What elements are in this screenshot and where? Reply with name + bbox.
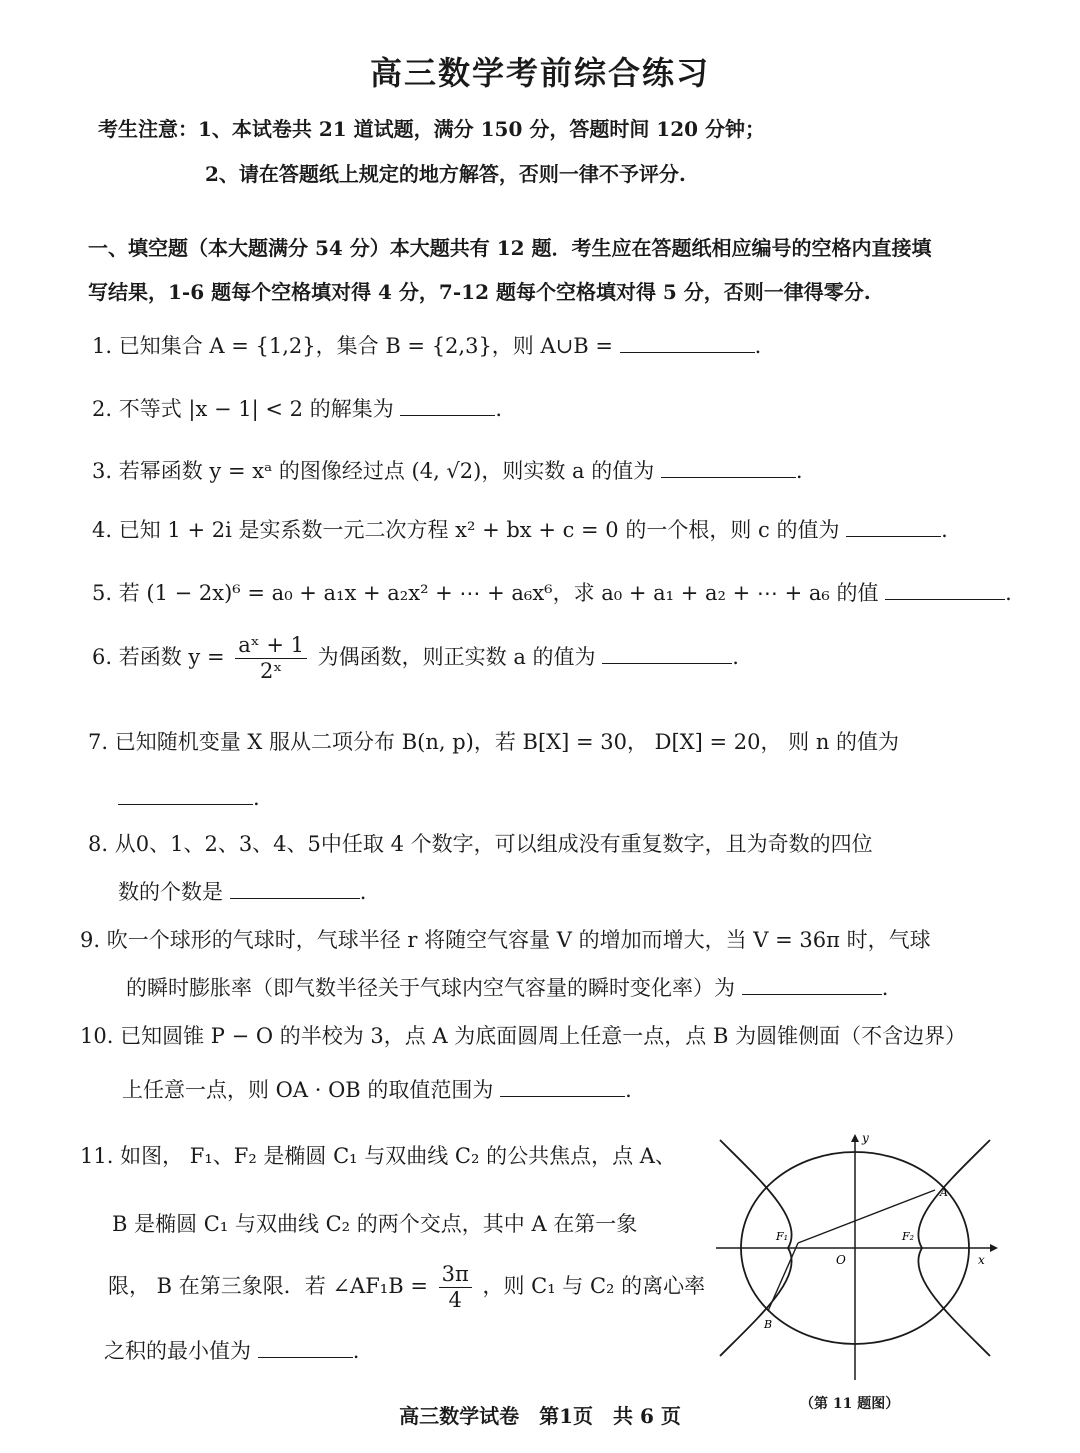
answer-blank[interactable] (258, 1339, 353, 1358)
question-text: 已知圆锥 P − O 的半校为 3，点 A 为底面圆周上任意一点，点 B 为圆锥侧面（不含边界） (120, 1024, 967, 1048)
question-7-answer-line: . (118, 786, 260, 810)
question-number: 2. (92, 397, 113, 421)
question-number: 10. (80, 1024, 114, 1048)
question-text: B 是椭圆 C₁ 与双曲线 C₂ 的两个交点，其中 A 在第一象 (112, 1212, 638, 1236)
label-y: y (862, 1131, 869, 1145)
label-x: x (978, 1253, 985, 1267)
question-text: 的瞬时膨胀率（即气数半径关于气球内空气容量的瞬时变化率）为 (126, 976, 735, 1000)
question-text: 已知集合 A = {1,2}，集合 B = {2,3}，则 A∪B = (118, 334, 613, 358)
question-text: 已知随机变量 X 服从二项分布 B(n, p)，若 B[X] = 30， D[X] = 20， 则 n 的值为 (114, 730, 900, 754)
question-9 (80, 924, 931, 954)
question-text-pre: 若函数 y = (118, 645, 225, 670)
answer-blank[interactable] (742, 976, 882, 995)
fraction-denominator: 4 (448, 1288, 462, 1313)
segment-f1-b (768, 1243, 798, 1311)
answer-blank[interactable] (118, 786, 253, 805)
question-7 (88, 726, 899, 756)
question-text: 如图， F₁、F₂ 是椭圆 C₁ 与双曲线 C₂ 的公共焦点，点 A、 (120, 1144, 676, 1168)
question-text: 吹一个球形的气球时，气球半径 r 将随空气容量 V 的增加而增大，当 V = 36π 时，气球 (106, 928, 931, 952)
notice-line-1: 考生注意：1、本试卷共 21 道试题，满分 150 分，答题时间 120 分钟； (98, 117, 766, 141)
question-text: 上任意一点，则 OA · OB 的取值范围为 (122, 1078, 494, 1102)
label-f1: F₁ (776, 1230, 789, 1243)
question-text-post: 为偶函数，则正实数 a 的值为 (317, 645, 596, 670)
question-6: 6. 若函数 y = $\frac{\text{aˣ + 1}}{\text{2ˣ}}$ 为偶函数，则正实数 a 的值为 . (92, 633, 739, 684)
question-number: 7. (88, 730, 109, 754)
question-11-line-4: 之积的最小值为 . (104, 1339, 360, 1363)
fraction-denominator: 2ˣ (259, 659, 283, 684)
question-text: 若 (1 − 2x)⁶ = a₀ + a₁x + a₂x² + ⋯ + a₆x⁶，求 a₀ + a₁ + a₂ + ⋯ + a₆ 的值 (118, 581, 879, 605)
ellipse-hyperbola-figure (710, 1130, 1000, 1390)
answer-blank[interactable] (602, 645, 732, 664)
page-title: 高三数学考前综合练习 (369, 54, 710, 92)
question-9-line-2: 的瞬时膨胀率（即气数半径关于气球内空气容量的瞬时变化率）为 . (126, 976, 889, 1000)
question-8 (88, 828, 873, 858)
answer-blank[interactable] (500, 1078, 625, 1097)
question-11 (80, 1140, 676, 1170)
question-5: 5. 若 (1 − 2x)⁶ = a₀ + a₁x + a₂x² + ⋯ + a₆x⁶，求 a₀ + a₁ + a₂ + ⋯ + a₆ 的值 . (92, 581, 1012, 605)
answer-blank[interactable] (230, 880, 360, 899)
page-footer: 高三数学试卷 第1页 共 6 页 (399, 1404, 681, 1428)
figure-caption: （第 11 题图） (800, 1396, 900, 1412)
question-number: 5. (92, 581, 113, 605)
fraction-numerator: aˣ + 1 (235, 633, 307, 659)
question-number: 8. (88, 832, 109, 856)
question-text: 之积的最小值为 (104, 1339, 251, 1363)
question-text: 若幂函数 y = xᵃ 的图像经过点 (4, √2)，则实数 a 的值为 (118, 459, 655, 483)
question-text-pre: 限， B 在第三象限．若 ∠AF₁B = (108, 1274, 428, 1299)
notice-line-2: 2、请在答题纸上规定的地方解答，否则一律不予评分. (205, 162, 686, 186)
answer-blank[interactable] (661, 459, 796, 478)
answer-blank[interactable] (400, 397, 495, 416)
question-text: 不等式 |x − 1| < 2 的解集为 (118, 397, 394, 421)
question-11-line-3 (108, 1262, 705, 1313)
question-number: 3. (92, 459, 113, 483)
question-number: 9. (80, 928, 101, 952)
question-8-line-2: 数的个数是 . (118, 880, 367, 904)
question-text: 已知 1 + 2i 是实系数一元二次方程 x² + bx + c = 0 的一个根，则 c 的值为 (118, 518, 840, 542)
fraction-numerator: 3π (439, 1262, 472, 1288)
section-instructions-1: 一、填空题（本大题满分 54 分）本大题共有 12 题．考生应在答题纸相应编号的空格内直接填 (88, 236, 932, 260)
question-11-line-2 (112, 1208, 637, 1238)
answer-blank[interactable] (846, 518, 941, 537)
fraction (235, 633, 307, 684)
segment-f1-a (798, 1190, 935, 1243)
question-number: 11. (80, 1144, 114, 1168)
section-instructions-2: 写结果，1-6 题每个空格填对得 4 分，7-12 题每个空格填对得 5 分，否则一律得零分. (88, 280, 871, 304)
question-1: 1. 已知集合 A = {1,2}，集合 B = {2,3}，则 A∪B = . (92, 334, 762, 358)
question-text: 数的个数是 (118, 880, 223, 904)
label-a: A (940, 1186, 948, 1199)
question-3: 3. 若幂函数 y = xᵃ 的图像经过点 (4, √2)，则实数 a 的值为 . (92, 459, 803, 483)
question-10 (80, 1020, 966, 1050)
answer-blank[interactable] (885, 581, 1005, 600)
answer-blank[interactable] (620, 334, 755, 353)
question-10-line-2: 上任意一点，则 OA · OB 的取值范围为 . (122, 1078, 632, 1102)
fraction (439, 1262, 472, 1313)
question-text-post: ，则 C₁ 与 C₂ 的离心率 (482, 1274, 706, 1299)
question-4: 4. 已知 1 + 2i 是实系数一元二次方程 x² + bx + c = 0 的一个根，则 c 的值为 . (92, 518, 948, 542)
y-axis-arrow (851, 1134, 859, 1142)
label-b: B (764, 1318, 773, 1331)
question-text: 从0、1、2、3、4、5中任取 4 个数字，可以组成没有重复数字，且为奇数的四位 (114, 832, 873, 856)
question-number: 6. (92, 645, 113, 670)
question-number: 1. (92, 334, 113, 358)
x-axis-arrow (990, 1244, 998, 1252)
label-f2: F₂ (902, 1230, 915, 1243)
question-2: 2. 不等式 |x − 1| < 2 的解集为 . (92, 397, 503, 421)
question-number: 4. (92, 518, 113, 542)
label-origin: O (836, 1253, 846, 1267)
